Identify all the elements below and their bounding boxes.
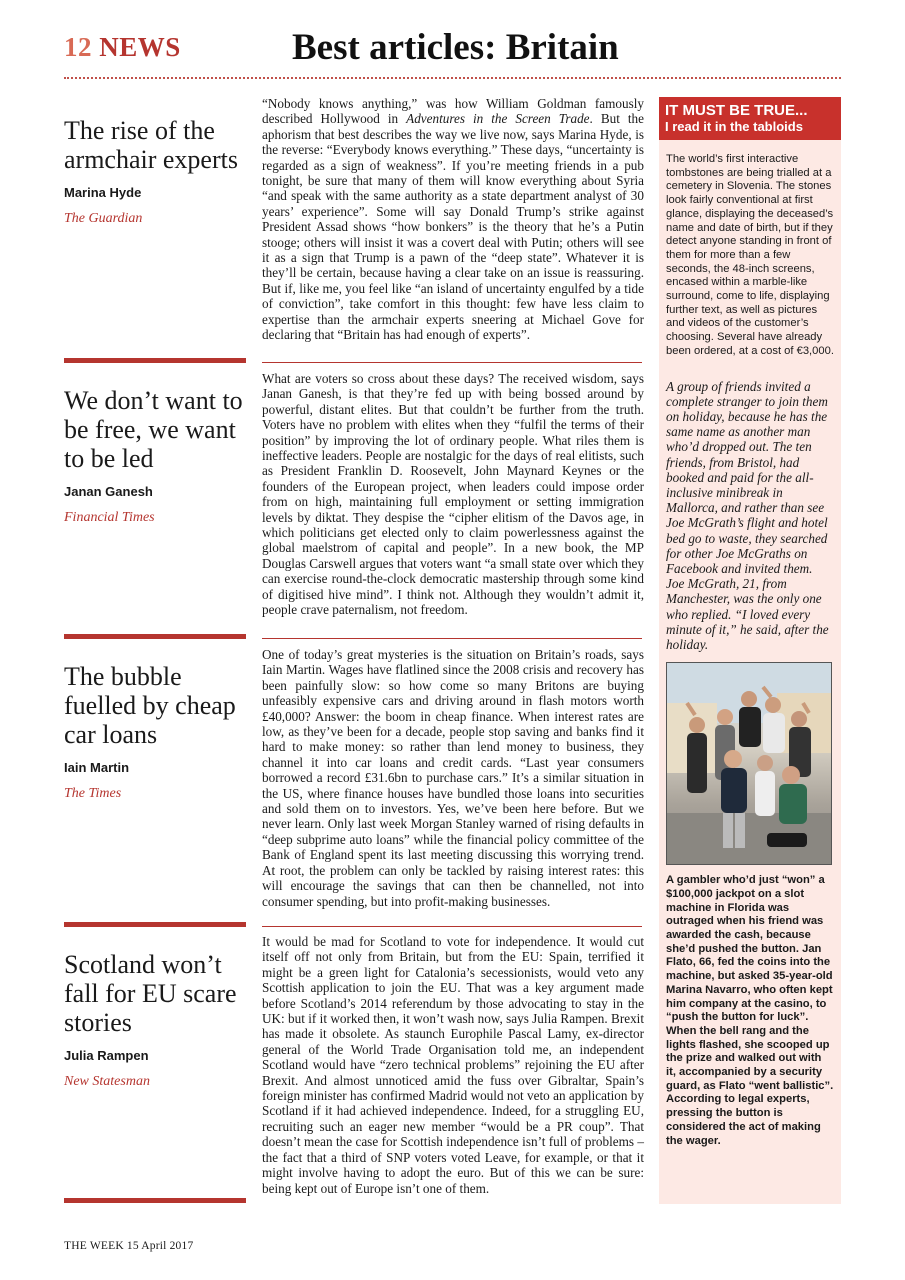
article-author: Marina Hyde xyxy=(64,185,142,200)
page-number: 12 xyxy=(64,32,92,62)
article-headline: We don’t want to be free, we want to be led xyxy=(64,386,243,473)
sidebar-subtitle: I read it in the tabloids xyxy=(665,119,803,134)
article-author: Iain Martin xyxy=(64,760,130,775)
article-source: New Statesman xyxy=(64,1074,150,1089)
article-author: Julia Rampen xyxy=(64,1048,149,1063)
page-section-label xyxy=(64,32,181,63)
group-photo-illustration xyxy=(667,663,831,864)
article-divider-rule xyxy=(262,362,642,363)
article-3-heading xyxy=(64,662,246,802)
article-source: Financial Times xyxy=(64,510,155,525)
header-divider xyxy=(64,77,841,79)
article-divider-bar xyxy=(64,358,246,363)
article-1-heading xyxy=(64,116,246,227)
article-divider-rule xyxy=(262,638,642,639)
sidebar-title: IT MUST BE TRUE... xyxy=(665,102,808,119)
page-title: Best articles: Britain xyxy=(292,27,619,68)
section-name: NEWS xyxy=(99,32,181,62)
article-divider-bar xyxy=(64,1198,246,1203)
group-photo xyxy=(666,662,832,865)
sidebar-header xyxy=(659,97,841,140)
page-footer: THE WEEK 15 April 2017 xyxy=(64,1240,194,1252)
article-headline: The bubble fuelled by cheap car loans xyxy=(64,662,236,749)
book-title: Adventures in the Screen Trade xyxy=(406,111,590,127)
article-source: The Guardian xyxy=(64,211,143,226)
article-1-body: “Nobody knows anything,” was how William Goldman famously described Hollywood in Adventures in the Screen Trade. But the aphorism that best describes the way we live now, says Marina Hyde, is the reverse: “Everybody knows everything.” These days, “uncertainty is regarded as a sign of weakness”. If you’re meeting friends in a pub tonight, be sure that many of them will know everything about Syria “and speak with the same authority as a state department analyst of 30 years’ experience”. Some will say Donald Trump’s strike against President Assad shows “how bonkers” is the theory that he’s a Putin stooge; others will insist it was a covert deal with Putin; others will see it as a sign that Trump is a pawn of the “deep state”. Whatever it is they’ll be certain, because having a clear take on an issue is reassuring. But if, like me, you feel like “an island of uncertainty engulfed by a tide of conviction”, take comfort in this thought: few have less claim to expertise than the armchair experts sneering at Michael Gove for declaring that “Britain has had enough of experts”. xyxy=(262,96,644,343)
article-4-body: It would be mad for Scotland to vote for independence. It would cut itself off not only from Britain, but from the EU: Spain, terrified it might be a green light for Catalonia’s secessionists, would veto any Scottish application to join the EU. That was a key argument made before Scotland’s 2014 referendum by those advocating to stay in the UK: but if it worked then, it won’t wash now, says Julia Rampen. Brexit has made it obsolete. As staunch Europhile Pascal Lamy, ex-director general of the World Trade Organisation told me, an independent Scotland would have “zero technical problems” rejoining the EU after Brexit. And almost unnoticed amid the fuss over Gibraltar, Spain’s foreign minister has confirmed Madrid would not veto an application by Scotland if it had achieved independence. Indeed, for a struggling EU, recruiting such an eager new member “would be a PR coup”. That doesn’t mean the case for Scottish independence isn’t full of problems – the fact that a third of SNP voters voted Leave, for example, or that it might involve having to adopt the euro. But of this we can be sure: being kept out of Europe isn’t one of them. xyxy=(262,934,644,1196)
article-source: The Times xyxy=(64,786,122,801)
article-divider-rule xyxy=(262,926,642,927)
article-divider-bar xyxy=(64,634,246,639)
article-2-body: What are voters so cross about these days? The received wisdom, says Janan Ganesh, is that they’re fed up with being bossed around by powerful, distant elites. But that couldn’t be further from the truth. Voters have no problem with elites when they “fulfil the terms of their position” by improving the lot of ordinary people. What riles them is ineffective leaders. People are nostalgic for the days of real elitists, such as President Franklin D. Roosevelt, John Maynard Keynes or the founders of the European project, when leaders could impose order from on high, maintaining full employment or setting immigration levels by diktat. They despise the “cipher elitism of the Davos age, in which politicians get elected only to claim powerlessness against the global maelstrom of capital and people”. In a new book, the MP Douglas Carswell argues that voters want “a small state over which they can exercise round-the-clock democratic mastership through some kind of digitised hive mind”. I think not. Although they wouldn’t admit it, people crave paternalism, not freedom. xyxy=(262,371,644,618)
sidebar-story-jackpot: A gambler who’d just “won” a $100,000 jackpot on a slot machine in Florida was outraged when his friend was awarded the cash, because she’d pushed the button. Jan Flato, 66, fed the coins into the machine, but asked 35-year-old Marina Navarro, who often kept him company at the casino, to “push the button for luck”. When the bell rang and the lights flashed, she scooped up the prize and walked out with it, accompanied by a security guard, as Flato “went ballistic”. According to legal experts, pressing the button is considered the act of making the wager. xyxy=(666,874,834,1147)
article-3-body: One of today’s great mysteries is the situation on Britain’s roads, says Iain Martin. Wages have flatlined since the 2008 crisis and recovery has been painfully slow: so how come so many Britons are buying unfeasibly expensive cars and driving around in flash motors worth £40,000? Answer: the boom in cheap finance. When interest rates are low, as they’ve been for a decade, people stop saving and banks find it hard to make money: so rather than lend money to business, they channel it into car loans and credit cards. “Last year consumers borrowed a record £31.6bn to purchase cars.” It’s a similar situation in the US, where finance houses have bundled those loans into securities and sold them on to investors. Yes, we’ve been here before. But we never learn. Only last week Morgan Stanley warned of rising defaults in “deep subprime auto loans” while the financial policy committee of the Bank of England spent its last meeting discussing this worrying trend. At root, the problem can only be tackled by raising interest rates: this will encourage the savings that can then be channelled, not into consumer spending, but into profit-making businesses. xyxy=(262,647,644,909)
article-headline: The rise of the armchair experts xyxy=(64,116,238,174)
article-author: Janan Ganesh xyxy=(64,484,153,499)
article-headline: Scotland won’t fall for EU scare stories xyxy=(64,950,237,1037)
article-4-heading xyxy=(64,950,246,1090)
article-2-heading xyxy=(64,386,246,526)
tabloid-sidebar xyxy=(659,97,841,1204)
sidebar-story-holiday: A group of friends invited a complete stranger to join them on holiday, because he has the same name as another man who’d dropped out. The ten friends, from Bristol, had booked and paid for the all-inclusive minibreak in Mallorca, and rather than see Joe McGrath’s flight and hotel bed go to waste, they searched for other Joe McGraths on Facebook and invited them. Joe McGrath, 21, from Manchester, was the only one who replied. “I loved every minute of it,” he said, after the holiday. xyxy=(666,378,829,652)
article-divider-bar xyxy=(64,922,246,927)
sidebar-story-tombstones: The world’s first interactive tombstones are being trialled at a cemetery in Slovenia. The stones look fairly conventional at first glance, displaying the deceased’s name and date of birth, but if they detect anyone standing in front of them for more than a few seconds, the 48-inch screens, encased within a marble-like surround, come to life, displaying further text, as well as pictures and videos of the customer’s choosing. Several have already been ordered, at a cost of €3,000. xyxy=(666,153,834,357)
